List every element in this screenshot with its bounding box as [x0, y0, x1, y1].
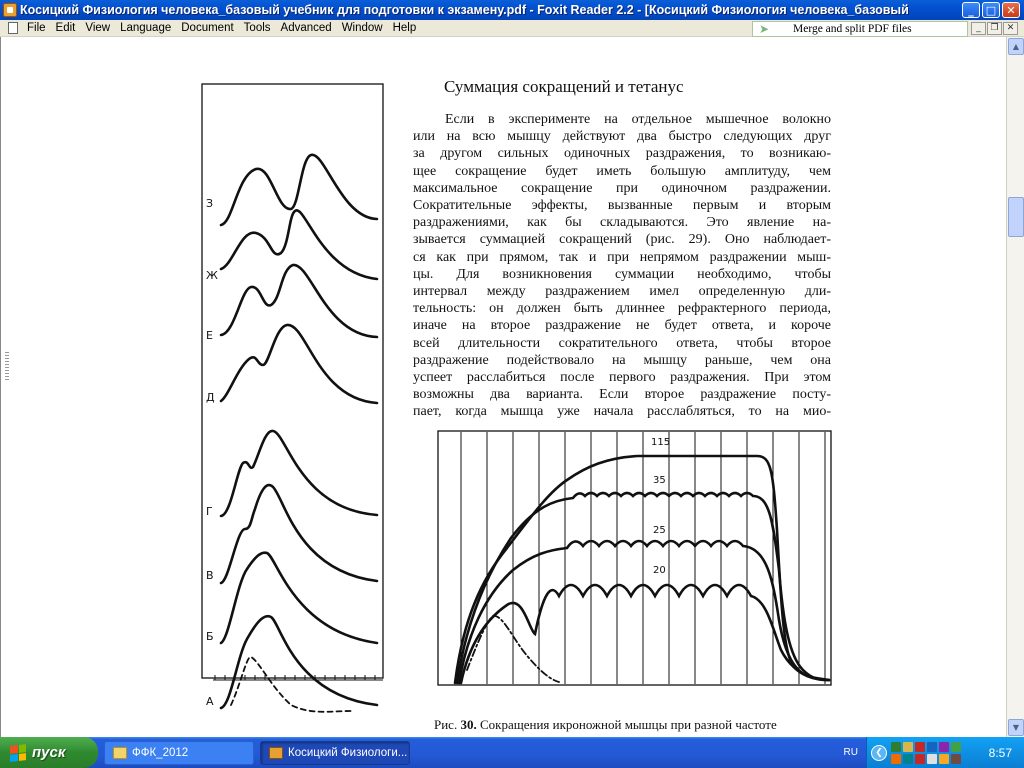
paragraph-line: за другом сильных одиночных раздражения, то возникаю-: [413, 146, 831, 162]
document-icon[interactable]: [8, 22, 18, 34]
row-label-e: Е: [206, 329, 213, 342]
paragraph-line: всей длительности сократительного ответа, чтобы второе: [413, 335, 831, 351]
tray-app-icon[interactable]: [951, 742, 961, 752]
curve-e: [221, 265, 377, 337]
paragraph-line: иначе на второе раздражение не будет ответа, и короче: [413, 318, 831, 334]
start-label: пуск: [32, 744, 66, 761]
taskbar-item-label: Косицкий Физиологи...: [288, 746, 408, 759]
twitch-summation-figure: [201, 83, 386, 708]
row-label-g: Г: [206, 505, 213, 518]
figure-frame: [202, 84, 383, 678]
foxit-app-icon[interactable]: [3, 3, 17, 17]
paragraph-line: или на всю мышцу действуют два быстро следующих друг: [413, 129, 831, 145]
row-label-d: Д: [206, 391, 215, 404]
tray-app-icon[interactable]: [951, 754, 961, 764]
tray-app-icon[interactable]: [891, 754, 901, 764]
figure-frame: [438, 431, 831, 685]
menu-help[interactable]: Help: [392, 22, 417, 34]
menu-language[interactable]: Language: [120, 22, 172, 34]
start-button[interactable]: [0, 737, 98, 768]
curve-a: [221, 616, 377, 708]
system-tray: [866, 737, 1024, 768]
scroll-down-button[interactable]: ▼: [1008, 719, 1024, 736]
row-label-zh: Ж: [206, 269, 218, 282]
curve-z: [221, 155, 377, 225]
menu-tools[interactable]: Tools: [243, 22, 271, 34]
row-label-v: В: [206, 569, 214, 582]
taskbar-item-foxit[interactable]: [260, 741, 410, 765]
tetanus-figure: [437, 430, 833, 688]
curve-label-115: 115: [651, 437, 671, 448]
scroll-thumb[interactable]: [1008, 197, 1024, 237]
tray-app-icon[interactable]: [927, 742, 937, 752]
banner-arrow-icon: ➤: [759, 21, 770, 36]
language-indicator[interactable]: RU: [843, 747, 858, 758]
menu-advanced[interactable]: Advanced: [280, 22, 332, 34]
curve-d: [221, 325, 377, 403]
paragraph-line: максимальное сокращение при одиночном раздражении.: [413, 180, 831, 196]
row-labels: [206, 197, 218, 708]
windows-logo-icon: [10, 744, 26, 762]
folder-icon: [113, 747, 127, 759]
paragraph-line: зывается суммацией сокращений (рис. 29). Оно наблюдает-: [413, 232, 831, 248]
caption-number: 30.: [460, 717, 477, 732]
scroll-up-button[interactable]: ▲: [1008, 38, 1024, 55]
menu-edit[interactable]: Edit: [55, 22, 76, 34]
maximize-button[interactable]: □: [982, 2, 1000, 18]
curve-g: [221, 431, 377, 516]
paragraph-line: Если в эксперименте на отдельное мышечное волокно: [445, 112, 831, 127]
paragraph-line: пает, когда мышца уже начала расслабляться, то на мио-: [413, 404, 831, 420]
tray-app-icon[interactable]: [903, 754, 913, 764]
tray-app-icon[interactable]: [939, 742, 949, 752]
curve-zh: [221, 210, 377, 279]
paragraph-line: ся как при прямом, так и при непрямом раздражении мыш-: [413, 249, 831, 265]
doc-minimize-button[interactable]: _: [971, 22, 986, 35]
body-paragraph: [413, 111, 831, 421]
vertical-scrollbar[interactable]: [1006, 37, 1024, 737]
section-title: Суммация сокращений и тетанус: [444, 77, 684, 96]
taskbar-item-label: ФФК_2012: [132, 746, 189, 759]
row-label-b: Б: [206, 630, 214, 643]
paragraph-line: Сократительные эффекты, вызванные первым и вторым: [413, 198, 831, 214]
close-button[interactable]: ✕: [1002, 2, 1020, 18]
menu-file[interactable]: File: [27, 22, 46, 34]
tray-app-icon[interactable]: [903, 742, 913, 752]
tray-app-icon[interactable]: [915, 754, 925, 764]
paragraph-line: раздражениями, как бы складываются. Это явление на-: [413, 215, 831, 231]
paragraph-line: цы. Для возникновения суммации необходимо, чтобы: [413, 266, 831, 282]
document-window-controls: [970, 22, 1018, 35]
paragraph-line: раздражение подействовало на мышцу раньше, чем она: [413, 352, 831, 368]
menu-document[interactable]: Document: [181, 22, 234, 34]
curve-b: [221, 553, 377, 643]
tray-icons: [891, 742, 961, 764]
menu-window[interactable]: Window: [341, 22, 383, 34]
twitch-curves: [221, 155, 377, 712]
doc-close-button[interactable]: ✕: [1003, 22, 1018, 35]
paragraph-line: возможны два варианта. Если второе раздражение посту-: [413, 387, 831, 403]
row-label-a: А: [206, 695, 214, 708]
tray-app-icon[interactable]: [915, 742, 925, 752]
tray-app-icon[interactable]: [939, 754, 949, 764]
panel-grip-handle[interactable]: [5, 352, 9, 382]
taskbar: [0, 737, 1024, 768]
foxit-icon: [269, 747, 283, 759]
row-label-z: З: [206, 197, 214, 210]
speaker-icon[interactable]: [927, 754, 937, 764]
merge-split-banner[interactable]: [752, 21, 968, 37]
tray-app-icon[interactable]: [891, 742, 901, 752]
caption-prefix: Рис.: [434, 717, 461, 732]
curve-a-single-dashed: [231, 657, 351, 712]
minimize-button[interactable]: _: [962, 2, 980, 18]
figure-caption: [434, 717, 777, 733]
menu-view[interactable]: View: [85, 22, 111, 34]
doc-restore-button[interactable]: ❐: [987, 22, 1002, 35]
paragraph-line: интервал между раздражением имел определенную дли-: [413, 284, 831, 300]
paragraph-line: щее сокращение будет иметь большую амплитуду, чем: [413, 163, 831, 179]
clock[interactable]: 8:57: [988, 745, 1012, 760]
show-hidden-icons-chevron-icon[interactable]: ❮: [871, 745, 887, 761]
paragraph-line: успеет расслабиться после первого раздражения. При этом: [413, 370, 831, 386]
curve-label-35: 35: [653, 475, 666, 486]
taskbar-item-folder[interactable]: [104, 741, 254, 765]
curve-v: [221, 485, 377, 583]
caption-text: Сокращения икроножной мышцы при разной частоте: [476, 717, 777, 732]
window-title: Косицкий Физиология человека_базовый учебник для подготовки к экзамену.pdf - Foxit Reader 2.2 - [Косицкий Физиология человека_базовый: [20, 3, 909, 17]
curve-label-20: 20: [653, 565, 666, 576]
curve-label-25: 25: [653, 525, 666, 536]
paragraph-line: тельность: он должен быть длиннее рефрактерного периода,: [413, 301, 831, 317]
document-view[interactable]: [0, 37, 1006, 737]
window-titlebar[interactable]: [0, 0, 1024, 20]
banner-label: Merge and split PDF files: [793, 23, 912, 35]
curve-20: [461, 585, 829, 683]
